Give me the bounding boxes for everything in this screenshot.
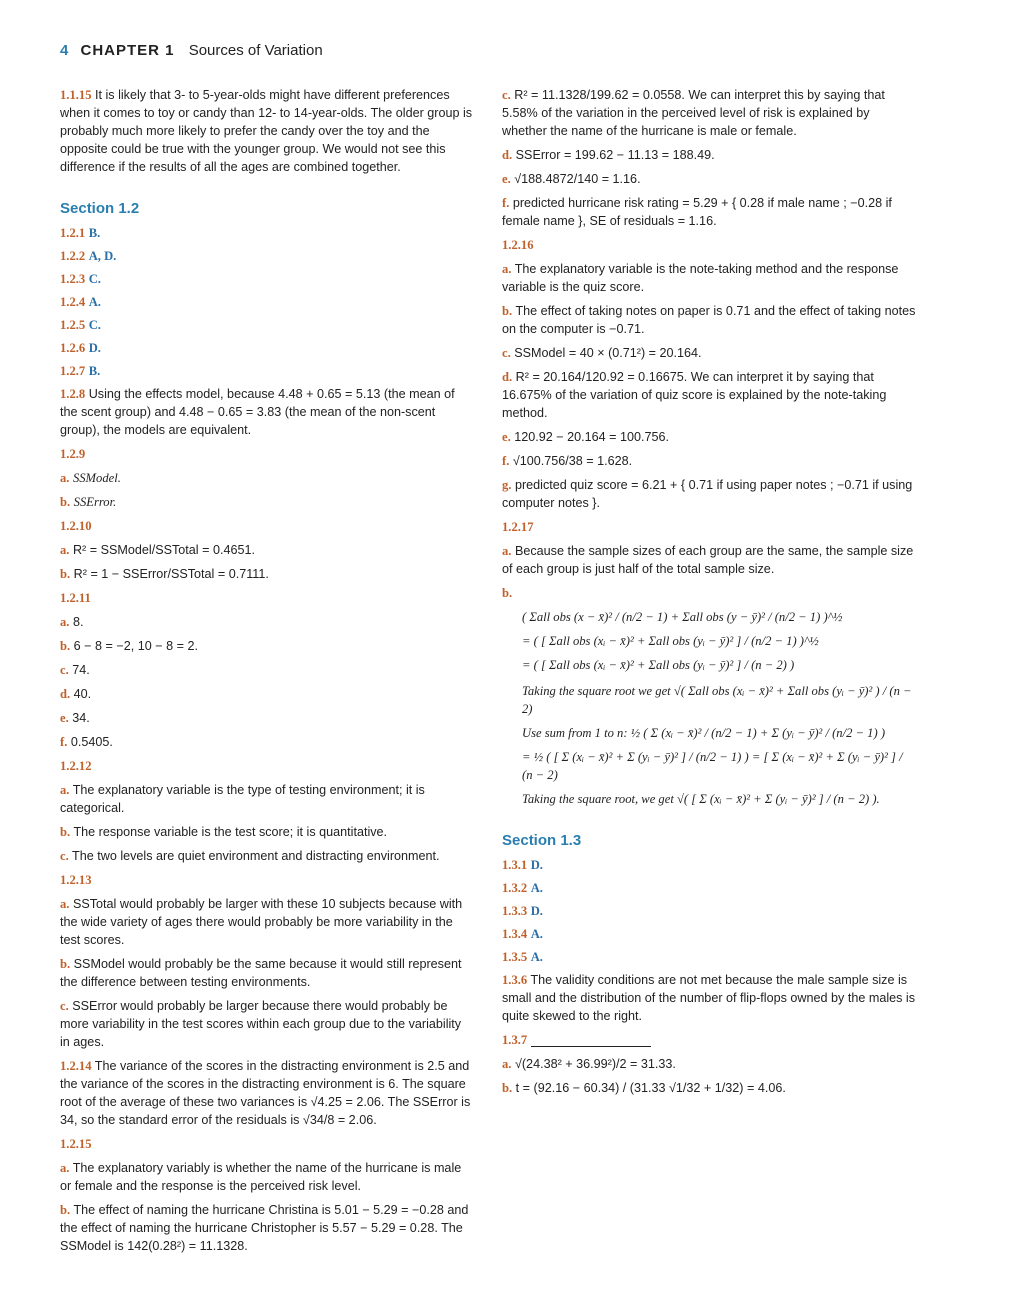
part-label: e. — [60, 711, 69, 725]
part-label: f. — [502, 196, 510, 210]
problem-number: 1.3.4 — [502, 927, 528, 941]
derivation-text — [502, 790, 916, 808]
part-label: d. — [60, 687, 71, 701]
sub-answer — [60, 469, 474, 487]
part-label: b. — [502, 1081, 513, 1095]
part-text: 6 − 8 = −2, 10 − 8 = 2. — [73, 639, 198, 653]
mc-answer — [502, 925, 916, 943]
problem-heading — [60, 1135, 474, 1153]
part-label: c. — [502, 88, 511, 102]
problem-number: 1.2.7 — [60, 364, 86, 378]
part-label: a. — [60, 471, 70, 485]
problem-number: 1.2.5 — [60, 318, 86, 332]
mc-answer — [502, 856, 916, 874]
sub-answer — [502, 194, 916, 230]
problem-number: 1.2.14 — [60, 1059, 92, 1073]
problem-number: 1.3.2 — [502, 881, 528, 895]
part-text: 34. — [72, 711, 90, 725]
part-text: 0.5405. — [70, 735, 113, 749]
part-label: b. — [60, 825, 71, 839]
problem-number: 1.2.8 — [60, 387, 86, 401]
sub-answer — [502, 170, 916, 188]
part-label: a. — [60, 897, 70, 911]
part-text: R² = 1 − SSError/SSTotal = 0.7111. — [73, 567, 269, 581]
part-text: R² = 11.1328/199.62 = 0.0558. We can interpret this by saying that 5.58% of the variation in the perceived level of risk is explained by whether the name of the hurricane is male or female. — [502, 88, 885, 138]
part-label: c. — [60, 999, 69, 1013]
sub-answer — [60, 733, 474, 751]
sub-answer — [60, 613, 474, 631]
problem-answer — [60, 86, 474, 176]
problem-answer — [60, 1057, 474, 1129]
problem-heading — [502, 236, 916, 254]
part-label: d. — [502, 370, 513, 384]
mc-answer — [60, 316, 474, 334]
part-text: The effect of taking notes on paper is 0.71 and the effect of taking notes on the computer is −0.71. — [502, 304, 916, 336]
part-text: The response variable is the test score; it is quantitative. — [73, 825, 388, 839]
sub-answer — [502, 452, 916, 470]
problem-number: 1.2.6 — [60, 341, 86, 355]
problem-answer — [502, 971, 916, 1025]
part-label: f. — [60, 735, 68, 749]
part-label: e. — [502, 172, 511, 186]
problem-number: 1.2.17 — [502, 520, 534, 534]
part-text: R² = 20.164/120.92 = 0.16675. We can interpret it by saying that 16.675% of the variation of quiz score is explained by the note-taking method. — [502, 370, 887, 420]
derivation-text — [502, 682, 916, 718]
part-text: SSModel would probably be the same because it would still represent the difference between testing environments. — [60, 957, 462, 989]
part-text: Because the sample sizes of each group are the same, the sample size of each group is just half of the total sample size. — [502, 544, 914, 576]
chapter-title: Sources of Variation — [188, 42, 323, 59]
mc-answer — [502, 879, 916, 897]
part-text: SSError = 199.62 − 11.13 = 188.49. — [515, 148, 715, 162]
problem-number: 1.2.16 — [502, 238, 534, 252]
problem-number: 1.2.11 — [60, 591, 91, 605]
answer-choice: A, D. — [88, 249, 117, 263]
sub-answer — [60, 637, 474, 655]
problem-heading — [60, 589, 474, 607]
part-text: The effect of naming the hurricane Christina is 5.01 − 5.29 = −0.28 and the effect of naming the hurricane Christopher is 5.57 − 5.29 = 0.28. The SSModel is 142(0.28²) = 11.1328. — [60, 1203, 469, 1253]
mc-answer — [60, 339, 474, 357]
part-text: SSModel. — [72, 471, 121, 485]
sub-answer — [502, 428, 916, 446]
answer-choice: D. — [88, 341, 101, 355]
part-text: predicted hurricane risk rating = 5.29 + { 0.28 if male name ; −0.28 if female name }, SE of residuals = 1.16. — [502, 196, 892, 228]
answer-text: It is likely that 3- to 5-year-olds might have different preferences when it comes to toy or candy than 12- to 14-year-olds. The older group is probably much more likely to prefer the candy over the toy and the opposite could be true with the younger group. We would not see this difference if the results of all the ages are combined together. — [60, 88, 473, 174]
part-text: The explanatory variable is the note-taking method and the response variable is the quiz score. — [502, 262, 899, 294]
sub-answer — [502, 260, 916, 296]
section-heading: Section 1.3 — [502, 832, 582, 849]
problem-number: 1.3.1 — [502, 858, 528, 872]
sub-answer — [60, 709, 474, 727]
problem-number: 1.2.3 — [60, 272, 86, 286]
problem-number: 1.2.1 — [60, 226, 86, 240]
sub-answer — [60, 997, 474, 1051]
part-label: c. — [60, 849, 69, 863]
mc-answer — [502, 948, 916, 966]
answer-choice: A. — [88, 295, 101, 309]
part-text: SSError would probably be larger because there would probably be more variability in the test scores within each group due to the variability in ages. — [60, 999, 462, 1049]
answer-text: The variance of the scores in the distracting environment is 2.5 and the variance of the scores in the distracting environment is 6. The square root of the average of these two variances is √4.25 = 2.06. The SSError is 34, so the standard error of the residuals is √34/8 = 2.06. — [60, 1059, 471, 1127]
part-label: b. — [60, 1203, 71, 1217]
part-text: R² = SSModel/SSTotal = 0.4651. — [72, 543, 255, 557]
problem-number: 1.2.12 — [60, 759, 92, 773]
sub-answer — [60, 781, 474, 817]
problem-number: 1.2.15 — [60, 1137, 92, 1151]
formula-line: ( Σall obs (x − x̄)² / (n/2 − 1) + Σall obs (y − ȳ)² / (n/2 − 1) )^½ — [522, 610, 843, 624]
problem-number: 1.1.15 — [60, 88, 92, 102]
part-text: 74. — [72, 663, 90, 677]
sub-answer — [60, 823, 474, 841]
sub-answer — [60, 1159, 474, 1195]
sub-answer — [60, 685, 474, 703]
problem-number: 1.3.5 — [502, 950, 528, 964]
sub-answer — [502, 368, 916, 422]
problem-number: 1.3.7 — [502, 1033, 528, 1047]
section-heading: Section 1.2 — [60, 200, 140, 217]
formula-line: = ( [ Σall obs (xᵢ − x̄)² + Σall obs (yᵢ − ȳ)² ] / (n − 2) ) — [522, 658, 795, 672]
answer-choice: A. — [530, 881, 543, 895]
part-label: a. — [502, 1057, 512, 1071]
sub-answer — [60, 955, 474, 991]
formula-text: Taking the square root we get √( Σall obs (xᵢ − x̄)² + Σall obs (yᵢ − ȳ)² ) / (n − 2) — [522, 684, 912, 716]
math-derivation — [502, 584, 916, 674]
part-label: a. — [60, 783, 70, 797]
part-label: b. — [60, 567, 71, 581]
answer-text: The validity conditions are not met because the male sample size is small and the distribution of the number of flip-flops owned by the males is quite skewed to the right. — [502, 973, 916, 1023]
mc-answer — [60, 293, 474, 311]
part-text: 40. — [73, 687, 92, 701]
answer-choice: A. — [530, 927, 543, 941]
part-text: √100.756/38 = 1.628. — [512, 454, 633, 468]
part-label: a. — [60, 543, 70, 557]
problem-number: 1.2.2 — [60, 249, 86, 263]
part-label: a. — [502, 262, 512, 276]
problem-heading — [60, 445, 474, 463]
formula-text: = ½ ( [ Σ (xᵢ − x̄)² + Σ (yᵢ − ȳ)² ] / (n/2 − 1) ) = [ Σ (xᵢ − x̄)² + Σ (yᵢ − ȳ)² ] / (n − 2) — [522, 750, 903, 782]
formula-text: Taking the square root, we get √( [ Σ (xᵢ − x̄)² + Σ (yᵢ − ȳ)² ] / (n − 2) ). — [522, 792, 880, 806]
sub-answer — [502, 146, 916, 164]
part-label: d. — [502, 148, 513, 162]
part-label: f. — [502, 454, 510, 468]
sub-answer — [60, 541, 474, 559]
sub-answer — [502, 86, 916, 140]
answer-choice: B. — [88, 364, 101, 378]
mc-answer — [60, 270, 474, 288]
part-label: b. — [60, 957, 71, 971]
part-text: t = (92.16 − 60.34) / (31.33 √1/32 + 1/32) = 4.06. — [515, 1081, 786, 1095]
answer-text: Using the effects model, because 4.48 + 0.65 = 5.13 (the mean of the scent group) and 4.48 − 0.65 = 3.83 (the mean of the non-scent group), the models are equivalent. — [60, 387, 455, 437]
part-label: a. — [502, 544, 512, 558]
left-column — [60, 86, 474, 1261]
sub-answer — [502, 542, 916, 578]
chapter-label: CHAPTER 1 — [80, 42, 175, 59]
part-label: b. — [502, 304, 513, 318]
mc-answer — [60, 247, 474, 265]
part-text: The two levels are quiet environment and distracting environment. — [72, 849, 440, 863]
part-text: √188.4872/140 = 1.16. — [514, 172, 641, 186]
part-label: a. — [60, 615, 70, 629]
part-text: SSModel = 40 × (0.71²) = 20.164. — [514, 346, 702, 360]
part-text: SSTotal would probably be larger with these 10 subjects because with the wide variety of ages there would probably be more variability in the test scores. — [60, 897, 463, 947]
derivation-text — [502, 748, 916, 784]
sub-answer — [60, 661, 474, 679]
problem-heading — [60, 871, 474, 889]
sub-answer — [502, 1055, 916, 1073]
problem-number: 1.2.10 — [60, 519, 92, 533]
formula-text: Use sum from 1 to n: ½ ( Σ (xᵢ − x̄)² / (n/2 − 1) + Σ (yᵢ − ȳ)² / (n/2 − 1) ) — [522, 726, 886, 740]
sub-answer — [502, 1079, 916, 1097]
problem-heading — [502, 1031, 916, 1049]
problem-number: 1.2.4 — [60, 295, 86, 309]
problem-number: 1.2.9 — [60, 447, 86, 461]
problem-number: 1.3.3 — [502, 904, 528, 918]
sub-answer — [60, 847, 474, 865]
mc-answer — [60, 224, 474, 242]
problem-number: 1.2.13 — [60, 873, 92, 887]
derivation-text — [502, 724, 916, 742]
sub-answer — [60, 493, 474, 511]
answer-choice: D. — [530, 858, 543, 872]
answer-choice: C. — [88, 318, 101, 332]
part-text: 8. — [72, 615, 84, 629]
answer-choice: C. — [88, 272, 101, 286]
part-label: a. — [60, 1161, 70, 1175]
answer-choice: B. — [88, 226, 101, 240]
answer-choice: A. — [530, 950, 543, 964]
formula-line: = ( [ Σall obs (xᵢ − x̄)² + Σall obs (yᵢ − ȳ)² ] / (n/2 − 1) )^½ — [522, 634, 819, 648]
answer-blank-line — [531, 1034, 651, 1047]
part-label: g. — [502, 478, 512, 492]
part-text: predicted quiz score = 6.21 + { 0.71 if using paper notes ; −0.71 if using computer notes }. — [502, 478, 913, 510]
part-label: e. — [502, 430, 511, 444]
part-label: b. — [502, 586, 513, 600]
right-column — [502, 86, 916, 1103]
problem-heading — [60, 757, 474, 775]
part-label: c. — [60, 663, 69, 677]
problem-number: 1.3.6 — [502, 973, 528, 987]
sub-answer — [502, 344, 916, 362]
page-number: 4 — [60, 42, 69, 59]
mc-answer — [60, 362, 474, 380]
answer-choice: D. — [530, 904, 543, 918]
mc-answer — [502, 902, 916, 920]
problem-heading — [60, 517, 474, 535]
part-label: b. — [60, 639, 71, 653]
part-label: b. — [60, 495, 71, 509]
part-text: 120.92 − 20.164 = 100.756. — [514, 430, 670, 444]
part-text: The explanatory variably is whether the name of the hurricane is male or female and the response is the perceived risk level. — [60, 1161, 462, 1193]
problem-heading — [502, 518, 916, 536]
part-text: √(24.38² + 36.99²)/2 = 31.33. — [514, 1057, 676, 1071]
sub-answer — [502, 476, 916, 512]
part-text: The explanatory variable is the type of testing environment; it is categorical. — [60, 783, 425, 815]
problem-answer — [60, 385, 474, 439]
formula-block — [502, 608, 916, 674]
sub-answer — [60, 565, 474, 583]
part-text: SSError. — [73, 495, 117, 509]
sub-answer — [60, 895, 474, 949]
sub-answer — [60, 1201, 474, 1255]
part-label: c. — [502, 346, 511, 360]
page-header — [60, 42, 323, 59]
sub-answer — [502, 302, 916, 338]
